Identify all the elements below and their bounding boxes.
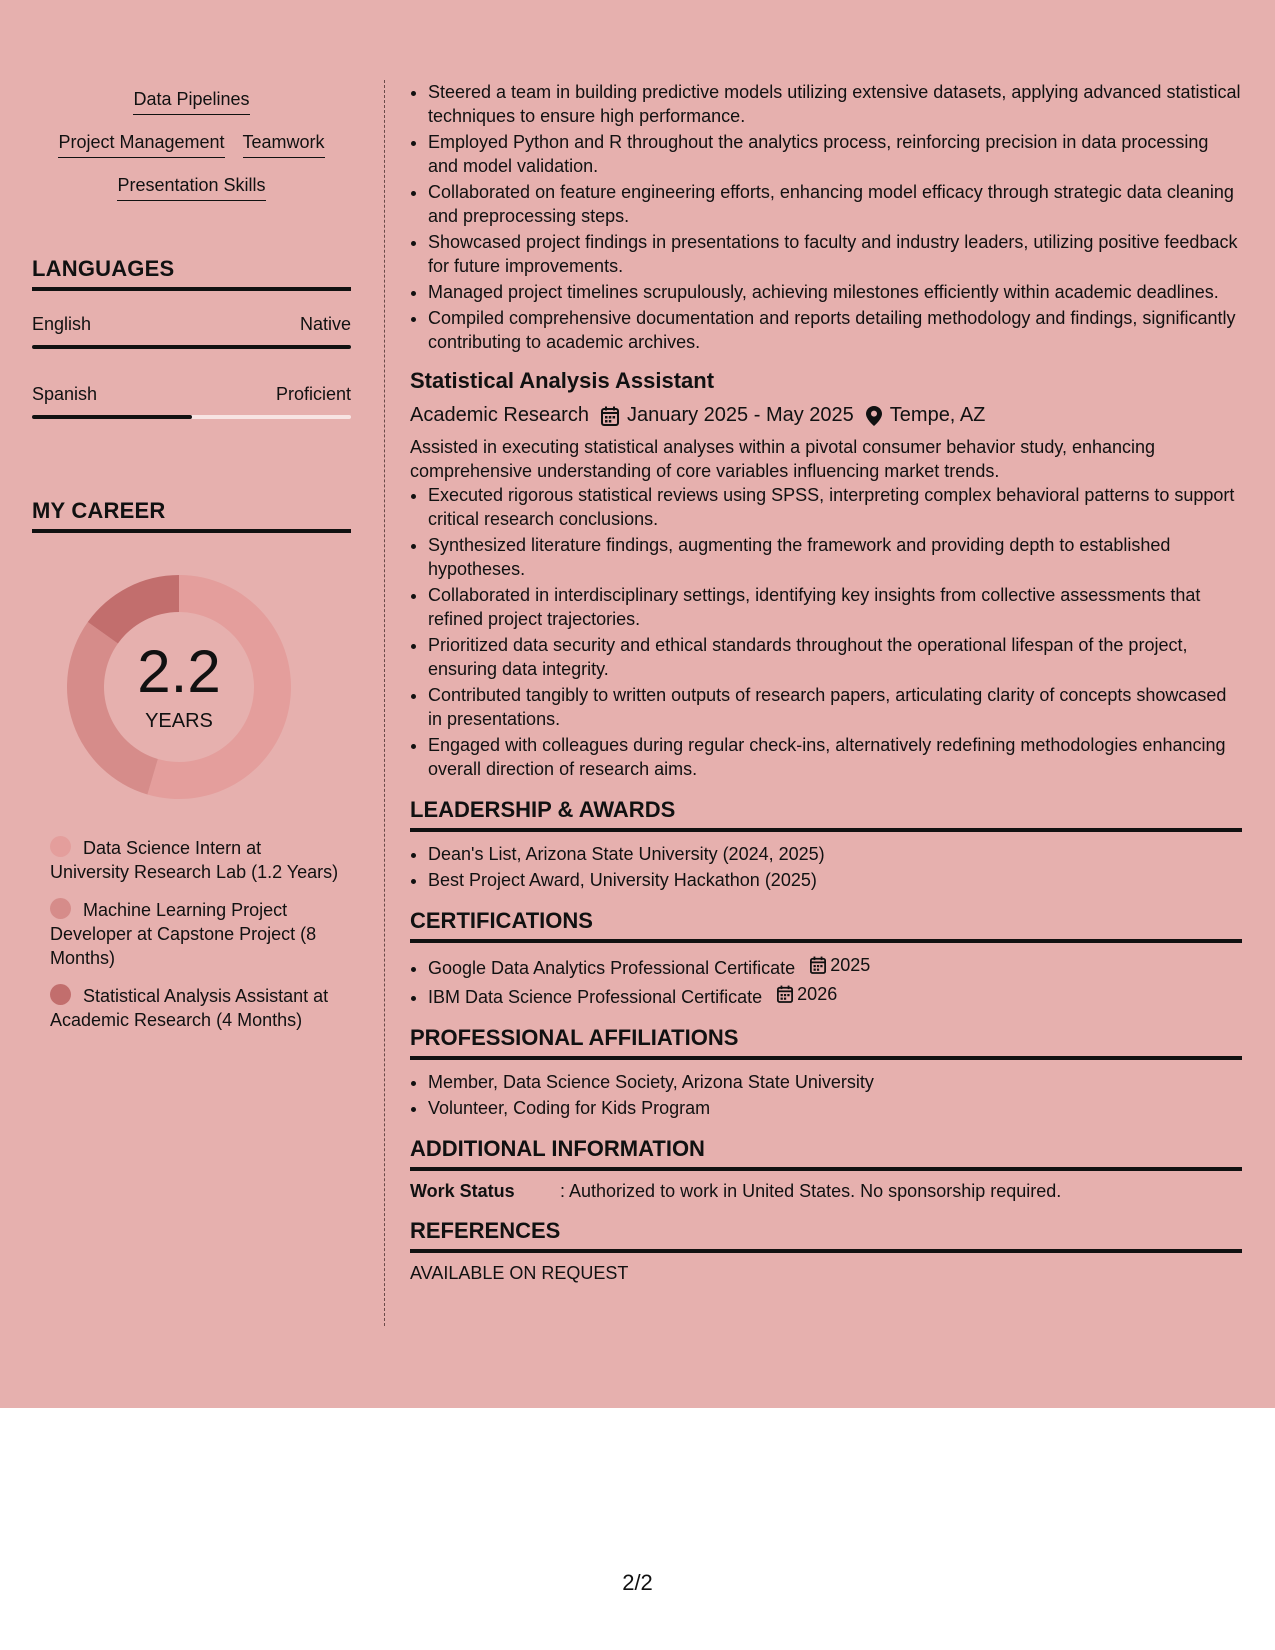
work-status-value: : Authorized to work in United States. No sponsorship required.	[560, 1181, 1062, 1201]
calendar-icon	[601, 406, 619, 426]
language-level: Proficient	[275, 384, 351, 404]
certification-item	[428, 982, 1242, 1009]
calendar-icon	[777, 985, 793, 1003]
certification-name: IBM Data Science Professional Certificate	[428, 987, 763, 1007]
language-level: Native	[299, 314, 351, 334]
job-company: Academic Research	[410, 404, 589, 426]
work-status-row	[410, 1181, 1242, 1202]
bullet-item: • Steered a team in building predictive models utilizing extensive datasets, applying advanced statistical techniques to ensure high performance.	[428, 80, 1242, 128]
career-donut-chart	[64, 572, 294, 802]
job-location: Tempe, AZ	[889, 404, 986, 426]
bullet-item: • Employed Python and R throughout the analytics process, reinforcing precision in data processing and model validation.	[428, 130, 1242, 178]
skill-tag: Project Management	[58, 131, 224, 158]
bullet-item: • Compiled comprehensive documentation and reports detailing methodology and findings, significantly contributing to academic archives.	[428, 306, 1242, 354]
job-title: Statistical Analysis Assistant	[410, 368, 715, 393]
language-bar	[32, 345, 351, 349]
language-name: Spanish	[32, 384, 98, 404]
language-bar	[32, 415, 351, 419]
affiliations-list	[410, 1070, 1242, 1120]
skill-tag: Data Pipelines	[133, 88, 249, 115]
job-description: Assisted in executing statistical analyses within a pivotal consumer behavior study, enhancing comprehensive understanding of core variables influencing market trends.	[410, 437, 1156, 481]
location-pin-icon	[866, 406, 882, 426]
bullet-item: • Prioritized data security and ethical standards throughout the operational lifespan of the project, ensuring data integrity.	[428, 633, 1242, 681]
certification-year	[810, 953, 870, 977]
language-bar-fill	[32, 345, 351, 349]
job-dates: January 2025 - May 2025	[626, 404, 854, 426]
previous-job-bullets	[410, 80, 1242, 354]
leadership-list	[410, 842, 1242, 892]
legend-dot	[50, 984, 71, 1005]
affiliations-heading: PROFESSIONAL AFFILIATIONS	[410, 1025, 1242, 1060]
certification-year-text: 2026	[797, 984, 838, 1004]
affiliation-item: • Volunteer, Coding for Kids Program	[428, 1096, 1242, 1120]
award-item: • Best Project Award, University Hackathon (2025)	[428, 868, 1242, 892]
certification-year	[777, 982, 837, 1006]
career-unit: YEARS	[145, 710, 213, 732]
skills-list	[32, 88, 351, 217]
award-item: • Dean's List, Arizona State University (2024, 2025)	[428, 842, 1242, 866]
calendar-icon	[810, 956, 826, 974]
bullet-item: • Contributed tangibly to written outputs of research papers, articulating clarity of concepts showcased in presentations.	[428, 683, 1242, 731]
career-legend-item	[50, 984, 340, 1032]
language-item	[32, 314, 351, 349]
certifications-heading: CERTIFICATIONS	[410, 908, 1242, 943]
work-status-label: Work Status	[410, 1181, 515, 1201]
bullet-item: • Collaborated on feature engineering efforts, enhancing model efficacy through strategic data cleaning and preprocessing steps.	[428, 180, 1242, 228]
skill-tag: Teamwork	[243, 131, 325, 158]
affiliation-item: • Member, Data Science Society, Arizona State University	[428, 1070, 1242, 1094]
skill-tag: Presentation Skills	[117, 174, 265, 201]
career-heading: MY CAREER	[32, 498, 351, 533]
languages-heading: LANGUAGES	[32, 256, 351, 291]
language-item	[32, 384, 351, 419]
career-total: 2.2	[137, 638, 221, 705]
bullet-item: • Engaged with colleagues during regular check-ins, alternatively redefining methodologies enhancing overall direction of research aims.	[428, 733, 1242, 781]
job-bullets	[410, 483, 1242, 781]
references-text: AVAILABLE ON REQUEST	[410, 1263, 629, 1283]
column-divider	[384, 80, 385, 1326]
certification-name: Google Data Analytics Professional Certificate	[428, 958, 796, 978]
additional-info-heading: ADDITIONAL INFORMATION	[410, 1136, 1242, 1171]
certification-item	[428, 953, 1242, 980]
legend-label: Machine Learning Project Developer at Capstone Project (8 Months)	[50, 900, 317, 968]
career-legend-item	[50, 898, 340, 970]
bullet-item: • Managed project timelines scrupulously, achieving milestones efficiently within academic deadlines.	[428, 280, 1242, 304]
language-name: English	[32, 314, 92, 334]
bullet-item: • Executed rigorous statistical reviews using SPSS, interpreting complex behavioral patterns to support critical research conclusions.	[428, 483, 1242, 531]
certification-year-text: 2025	[830, 955, 871, 975]
right-column	[410, 80, 1242, 1284]
language-bar-fill	[32, 415, 192, 419]
bullet-item: • Synthesized literature findings, augmenting the framework and providing depth to established hypotheses.	[428, 533, 1242, 581]
page-number: 2/2	[622, 1570, 653, 1595]
legend-label: Data Science Intern at University Research Lab (1.2 Years)	[50, 838, 339, 882]
legend-dot	[50, 836, 71, 857]
certifications-list	[410, 953, 1242, 1009]
job-meta	[410, 404, 1242, 427]
bullet-item: • Collaborated in interdisciplinary settings, identifying key insights from collective assessments that refined project trajectories.	[428, 583, 1242, 631]
bullet-item: • Showcased project findings in presentations to faculty and industry leaders, utilizing positive feedback for future improvements.	[428, 230, 1242, 278]
career-legend-item	[50, 836, 340, 884]
references-heading: REFERENCES	[410, 1218, 1242, 1253]
legend-label: Statistical Analysis Assistant at Academic Research (4 Months)	[50, 986, 329, 1030]
career-legend	[50, 836, 340, 1046]
leadership-heading: LEADERSHIP & AWARDS	[410, 797, 1242, 832]
legend-dot	[50, 898, 71, 919]
